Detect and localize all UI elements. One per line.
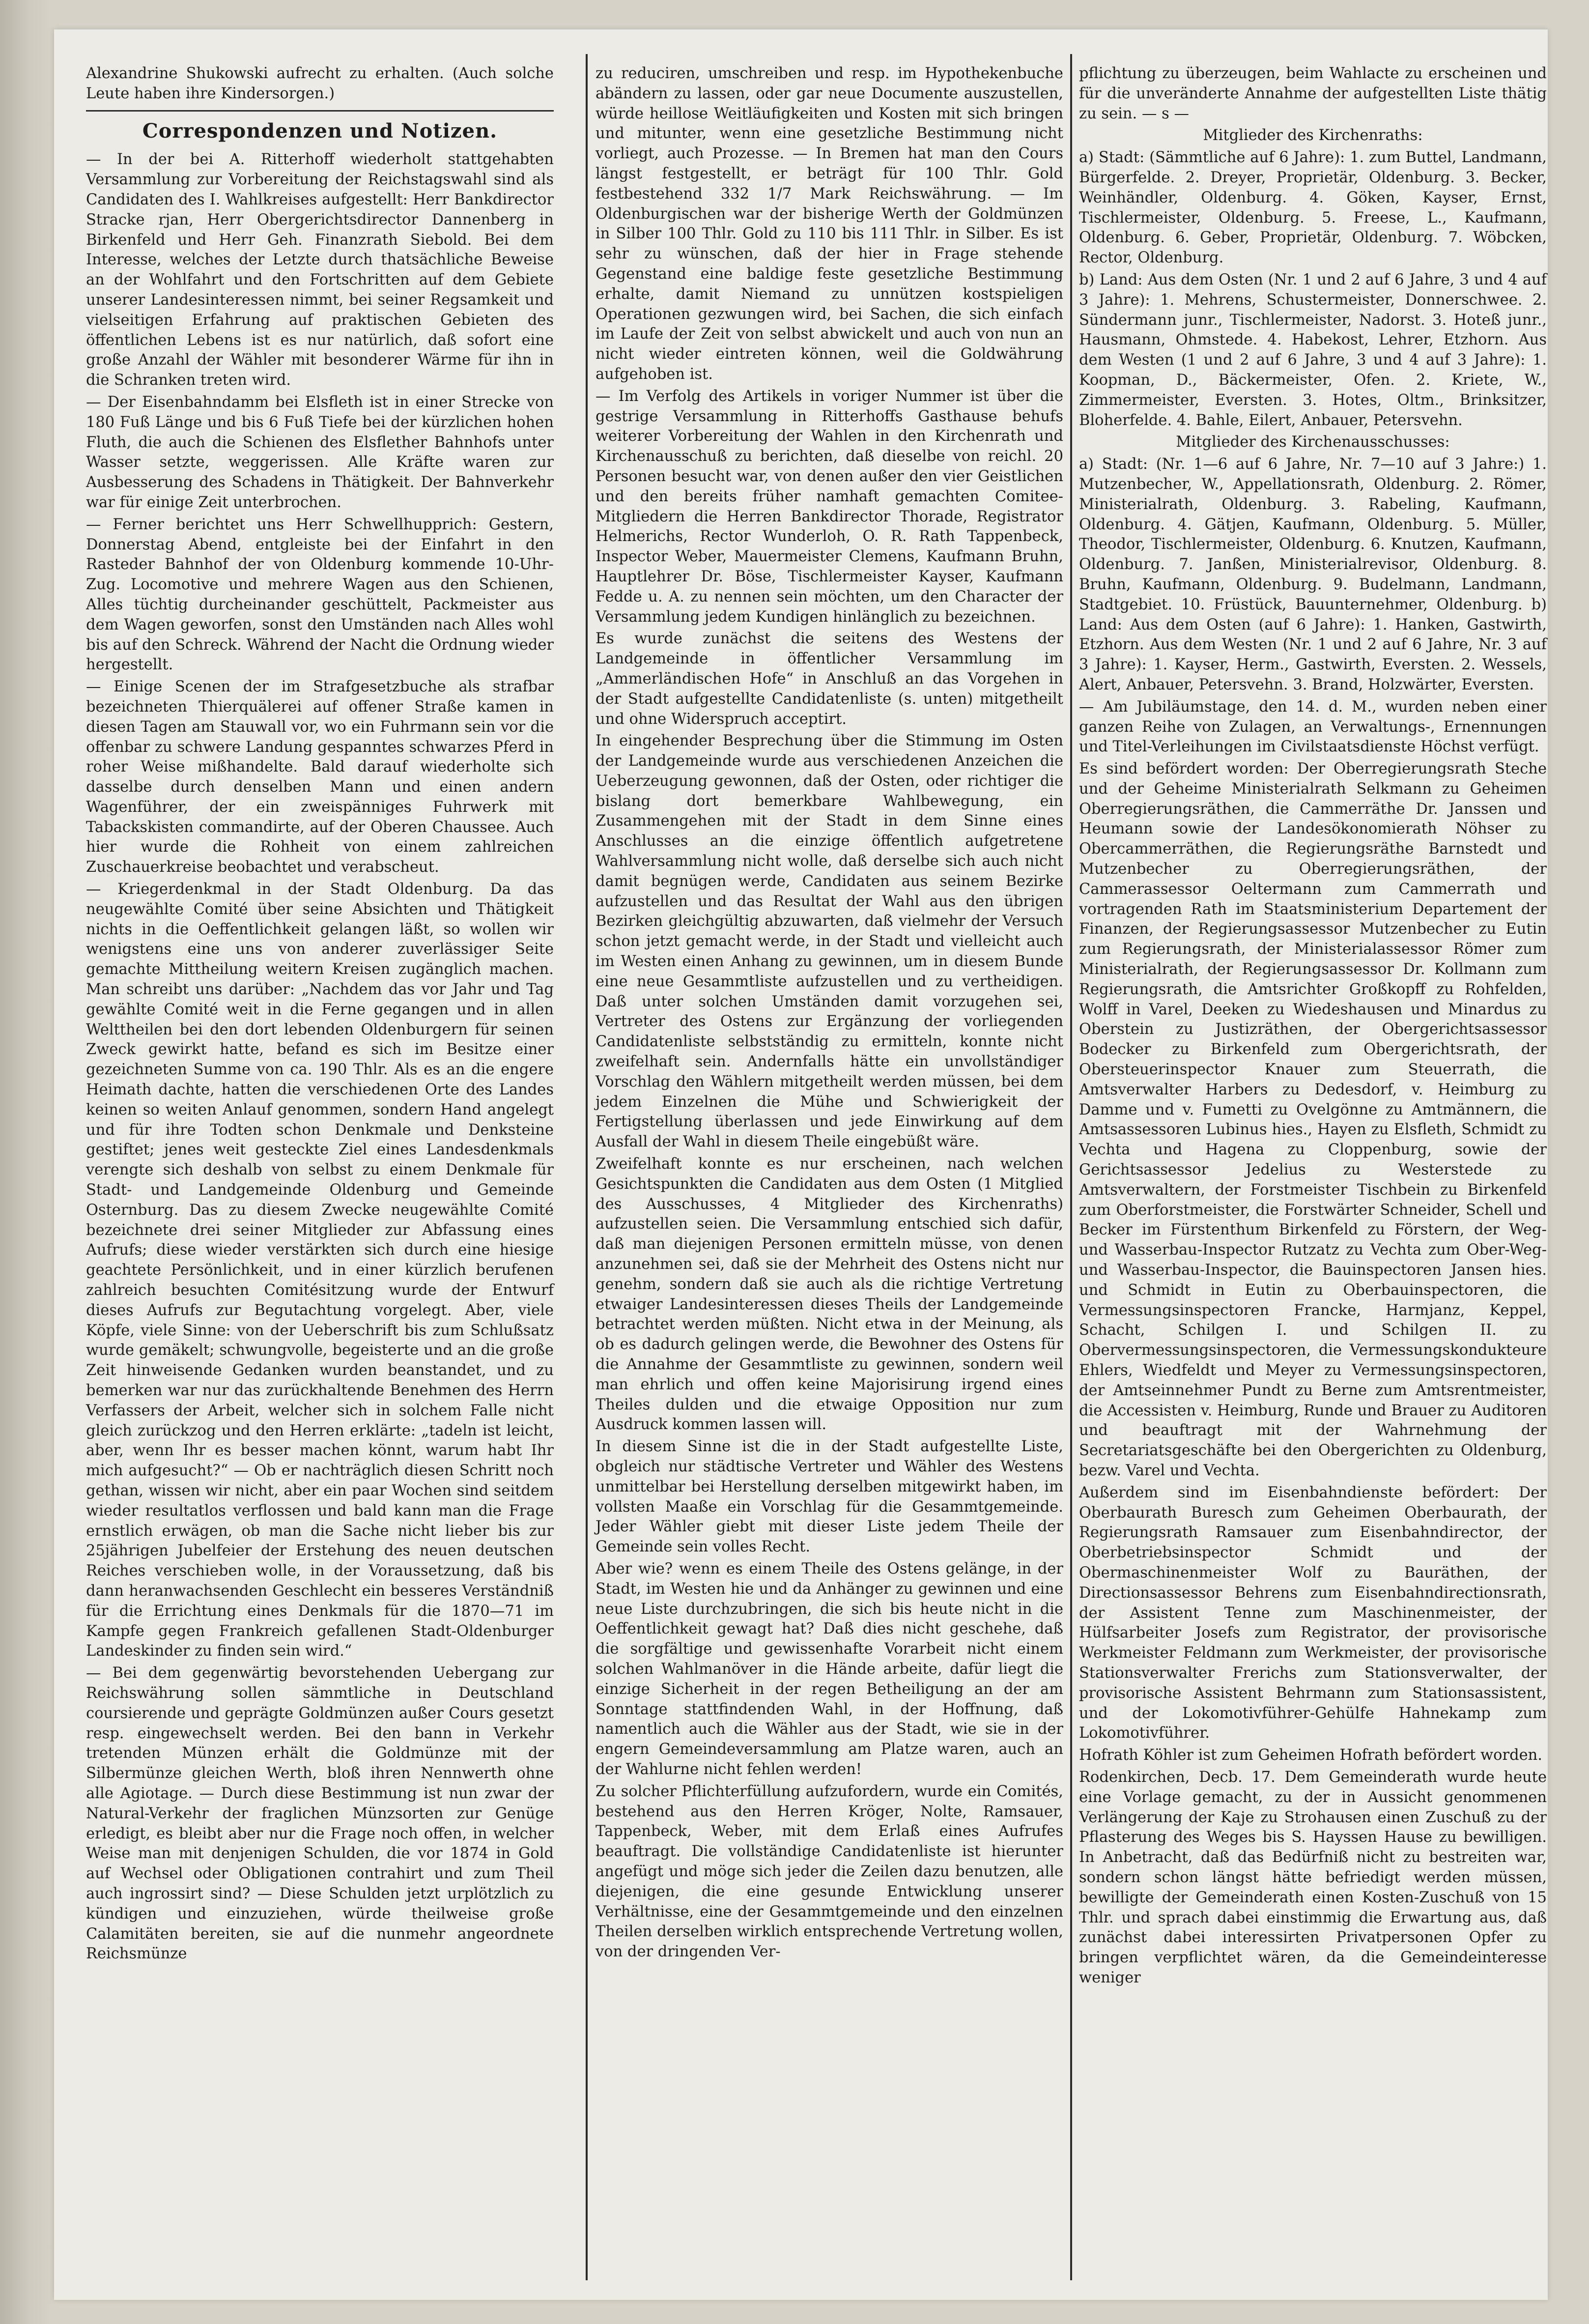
- section-heading: Correspondenzen und Notizen.: [142, 119, 498, 143]
- paragraph: Rodenkirchen, Decb. 17. Dem Gemeinderath wurde heute eine Vorlage gemacht, zu der in Aussicht genommenen Verlängerung der Kaje zu Strohausen einen Zuschuß zu der Pflasterung des Weges bis S. Hayssen Hause zu bewilligen. In Anbetracht, daß das Bedürfniß nicht zu bestreiten war, sondern schon längst hätte befriedigt werden müssen, bewilligte der Gemeinderath einen Kosten-Zuschuß von 15 Thlr. und sprach dabei einstimmig die Erwartung aus, daß zunächst dabei interessirten Privatpersonen Opfer zu bringen verpflichtet wären, da die Gemeindeinteresse weniger: [1079, 1768, 1547, 1986]
- paragraph: — Am Jubiläumstage, den 14. d. M., wurden neben einer ganzen Reihe von Zulagen, an Verwaltungs-, Ernennungen und Titel-Verleihungen im Civilstaatsdienste Höchst verfügt.: [1079, 698, 1547, 756]
- paragraph: Zweifelhaft konnte es nur erscheinen, nach welchen Gesichtspunkten die Candidaten aus dem Osten (1 Mitglied des Ausschusses, 4 Mitglieder des Kirchenraths) aufzustellen seien. Die Versammlung entschied sich dafür, daß man diejenigen Personen ermitteln müsse, von denen anzunehmen sei, daß sie der Mehrheit des Ostens nicht nur genehm, sondern daß sie auch als die richtige Vertretung etwaiger Landesinteressen dieses Theils der Landgemeinde betrachtet werden müßten. Nicht etwa in der Meinung, als ob es dadurch gelingen werde, die Bewohner des Ostens für die Annahme der Gesammtliste zu gewinnen, sondern weil man ehrlich und offen keine Majorisirung irgend eines Theiles dulden und die etwaige Opposition nur zum Ausdruck kommen lassen will.: [596, 1155, 1063, 1434]
- paragraph: — Kriegerdenkmal in der Stadt Oldenburg. Da das neugewählte Comité über seine Absichten und Thätigkeit nichts in die Oeffentlichkeit gelangen läßt, so wollen wir wenigstens eine uns von anderer zuverlässiger Seite gemachte Mittheilung weitern Kreisen zugänglich machen. Man schreibt uns darüber: „Nachdem das vor Jahr und Tag gewählte Comité weit in die Ferne gegangen und in allen Welttheilen bei den dort lebenden Oldenburgern für seinen Zweck gewirkt hatte, befand es sich im Besitze einer gezeichneten Summe von ca. 190 Thlr. Als es an die engere Heimath dachte, hatten die verschiedenen Orte des Landes keinen so weiten Anlauf genommen, sondern Hand angelegt und für ihre Todten schon Denkmale und Denksteine gestiftet; jenes weit gesteckte Ziel eines Landesdenkmals verengte sich deshalb von selbst zu einem Denkmale für Stadt- und Landgemeinde Oldenburg und Gemeinde Osternburg. Das zu diesem Zwecke neugewählte Comité bezeichnete drei seiner Mitglieder zur Abfassung eines Aufrufs; diese wieder verstärkten sich durch eine hiesige geachtete Persönlichkeit, und in einer kürzlich berufenen zahlreich besuchten Comitésitzung wurde der Entwurf dieses Aufrufs zur Begutachtung vorgelegt. Aber, viele Köpfe, viele Sinne: von der Ueberschrift bis zum Schlußsatz wurde gemäkelt; schwungvolle, begeisterte und an die große Zeit hinweisende Gedanken wurden beanstandet, und zu bemerken war nur das zurückhaltende Benehmen des Herrn Verfassers der Arbeit, welcher sich in solchem Falle nicht gleich zurückzog und den Herren erklärte: „tadeln ist leicht, aber, wenn Ihr es besser machen könnt, warum habt Ihr mich aufgesucht?“ — Ob er nachträglich diesen Schritt noch gethan, wissen wir nicht, aber ein paar Wochen sind seitdem wieder resultatlos verflossen und bald kann man die Frage ernstlich erwägen, ob man die Sache nicht lieber bis zur 25jährigen Jubelfeier der Erstehung des neuen deutschen Reiches verschieben wolle, in der Voraussetzung, daß bis dann heranwachsenden Geschlecht ein besseres Verständniß für die Errichtung eines Denkmals für die 1870—71 im Kampfe gegen Frankreich gefallenen Stadt-Oldenburger Landeskinder zu finden sein wird.“: [86, 881, 554, 1660]
- paragraph: b) Land: Aus dem Osten (Nr. 1 und 2 auf 6 Jahre, 3 und 4 auf 3 Jahre): 1. Mehrens, Schustermeister, Donnerschwee. 2. Sündermann junr., Tischlermeister, Nadorst. 3. Hoteß junr., Hausmann, Ohmstede. 4. Habekost, Lehrer, Etzhorn. Aus dem Westen (1 und 2 auf 6 Jahre, 3 und 4 auf 3 Jahre): 1. Koopman, D., Bäckermeister, Ofen. 2. Kriete, W., Zimmermeister, Eversten. 3. Hotes, Oltm., Brinksitzer, Bloherfelde. 4. Bahle, Eilert, Anbauer, Petersvehn.: [1079, 271, 1547, 429]
- paragraph: Es sind befördert worden: Der Oberregierungsrath Steche und der Geheime Ministerialrath Selkmann zu Geheimen Oberregierungsräthen, die Cammerräthe Dr. Janssen und Heumann sowie der Landesökonomierath Nöhser zu Obercammerräthen, die Regierungsräthe Barnstedt und Mutzenbecher zu Oberregierungsräthen, der Cammerassessor Oeltermann zum Cammerrath und vortragenden Rath im Staatsministerium Departement der Finanzen, der Regierungsassessor Mutzenbecher zu Eutin zum Regierungsrath, der Ministerialassessor Römer zum Ministerialrath, der Regierungsassessor Dr. Kollmann zum Regierungsrath, die Amtsrichter Großkopff zu Rohfelden, Wolff in Varel, Deeken zu Wiedeshausen und Minardus zu Oberstein zu Justizräthen, der Obergerichtsassessor Bodecker zu Birkenfeld zum Obergerichtsrath, der Obersteuerinspector Knauer zum Steuerrath, die Amtsverwalter Harbers zu Dedesdorf, v. Heimburg zu Damme und v. Fumetti zu Ovelgönne zu Amtmännern, die Amtsassessoren Lubinus hies., Hayen zu Elsfleth, Schmidt zu Vechta und Hagena zu Cloppenburg, sowie der Gerichtsassessor Jedelius zu Westerstede zu Amtsverwaltern, der Forstmeister Tischbein zu Birkenfeld zum Oberforstmeister, die Forstwärter Schneider, Schell und Becker im Fürstenthum Birkenfeld zu Förstern, der Weg- und Wasserbau-Inspector Rutzatz zu Vechta zum Ober-Weg- und Wasserbau-Inspector, die Bauinspectoren Jansen hies. und Schmidt in Eutin zu Oberbauinspectoren, die Vermessungsinspectoren Francke, Harmjanz, Keppel, Schacht, Schilgen I. und Schilgen II. zu Obervermessungsinspectoren, die Vermessungskondukteure Ehlers, Wiedfeldt und Meyer zu Vermessungsinspectoren, der Amtseinnehmer Pundt zu Berne zum Amtsrentmeister, die Accessisten v. Heimburg, Runde und Brauer zu Auditoren und beauftragt mit der Wahrnehmung der Secretariatsgeschäfte bei den Obergerichten zu Oldenburg, bezw. Varel und Vechta.: [1079, 760, 1547, 1479]
- subheading: Mitglieder des Kirchenraths:: [1203, 127, 1423, 144]
- paragraph: In diesem Sinne ist die in der Stadt aufgestellte Liste, obgleich nur städtische Vertreter und Wähler des Westens unmittelbar bei Herstellung derselben mitgewirkt haben, im vollsten Maaße ein Vorschlag für die Gesammtgemeinde. Jeder Wähler giebt mit dieser Liste jedem Theile der Gemeinde sein volles Recht.: [596, 1438, 1063, 1556]
- paragraph: — Ferner berichtet uns Herr Schwellhupprich: Gestern, Donnerstag Abend, entgleiste bei der Einfahrt in den Rasteder Bahnhof der von Oldenburg kommende 10-Uhr-Zug. Locomotive und mehrere Wagen aus den Schienen, Alles tüchtig durcheinander geschüttelt, Packmeister aus dem Wagen geworfen, sonst den Umständen nach Alles wohl bis auf den Schreck. Während der Nacht die Ordnung wieder hergestellt.: [86, 516, 554, 674]
- column-right: [1079, 64, 1547, 1990]
- paragraph: a) Stadt: (Sämmtliche auf 6 Jahre): 1. zum Buttel, Landmann, Bürgerfelde. 2. Dreyer, Proprietär, Oldenburg. 3. Becker, Weinhändler, Oldenburg. 4. Göken, Kayser, Ernst, Tischlermeister, Oldenburg. 5. Freese, L., Kaufmann, Oldenburg. 6. Geber, Proprietär, Oldenburg. 7. Wöbcken, Rector, Oldenburg.: [1079, 149, 1547, 267]
- paragraph: Alexandrine Shukowski aufrecht zu erhalten. (Auch solche Leute haben ihre Kindersorgen.): [86, 65, 554, 102]
- column-rule: [1070, 54, 1072, 2280]
- paragraph: Es wurde zunächst die seitens des Westens der Landgemeinde in öffentlicher Versammlung im „Ammerländischen Hofe“ in Anschluß an das Vorgehen in der Stadt aufgestellte Candidatenliste (s. unten) mitgetheilt und ohne Widerspruch acceptirt.: [596, 630, 1063, 728]
- column-rule: [586, 54, 588, 2280]
- column-left: [86, 64, 554, 1966]
- column-middle: [596, 64, 1063, 1964]
- paragraph: In eingehender Besprechung über die Stimmung im Osten der Landgemeinde wurde aus verschiedenen Anzeichen die Ueberzeugung gewonnen, daß der Osten, oder richtiger die bislang dort bemerkbare Wahlbewegung, ein Zusammengehen mit der Stadt in dem Sinne eines Anschlusses an die einzige öffentlich aufgetretene Wahlversammlung nicht wolle, daß derselbe sich auch nicht damit begnügen werde, Candidaten aus seinem Bezirke aufzustellen und das Resultat der Wahl aus den übrigen Bezirken gleichgültig abzuwarten, daß vielmehr der Versuch schon jetzt gemacht werde, in der Stadt und vielleicht auch im Westen einen Anhang zu gewinnen, um in diesem Bunde eine neue Gesammtliste aufzustellen und zu vertheidigen. Daß unter solchen Umständen damit vorzugehen sei, Vertreter des Ostens zur Ergänzung der vorliegenden Candidatenliste selbstständig zu ermitteln, konnte nicht zweifelhaft sein. Andernfalls hätte ein unvollständiger Vorschlag den Wählern mitgetheilt werden müssen, bei dem jedem Einzelnen die Mühe und Schwierigkeit der Fertigstellung überlassen und jede Einwirkung auf dem Ausfall der Wahl in diesem Theile eingebüßt wäre.: [596, 732, 1063, 1151]
- section-rule: [86, 110, 554, 112]
- paragraph: — Im Verfolg des Artikels in voriger Nummer ist über die gestrige Versammlung in Ritterhoffs Gasthause behufs weiterer Vorbereitung der Wahlen in den Kirchenrath und Kirchenausschuß zu berichten, daß dieselbe von reichl. 20 Personen besucht war, von denen außer den vier Geistlichen und den bereits früher namhaft gemachten Comitee-Mitgliedern die Herren Bankdirector Thorade, Registrator Helmerichs, Rector Wunderloh, O. R. Rath Tappenbeck, Inspector Weber, Mauermeister Clemens, Kaufmann Bruhn, Hauptlehrer Dr. Böse, Tischlermeister Kayser, Kaufmann Fedde u. A. zu nennen sein möchten, um den Character der Versammlung jedem Kundigen hinlänglich zu bezeichnen.: [596, 387, 1063, 626]
- paragraph: zu reduciren, umschreiben und resp. im Hypothekenbuche abändern zu lassen, oder gar neue Documente auszustellen, würde heillose Weitläufigkeiten und Kosten mit sich bringen und mitunter, wenn eine gesetzliche Bestimmung nicht vorliegt, auch Prozesse. — In Bremen hat man den Cours längst festgestellt, er beträgt für 100 Thlr. Gold festbestehend 332 1/7 Mark Reichswährung. — Im Oldenburgischen war der bisherige Werth der Goldmünzen in Silber 100 Thlr. Gold zu 110 bis 111 Thlr. in Silber. Es ist sehr zu wünschen, daß der hier in Frage stehende Gegenstand eine baldige feste gesetzliche Bestimmung erhalte, damit Niemand zu unnützen kostspieligen Operationen gezwungen wird, bei Sachen, die sich einfach im Laufe der Zeit von selbst abwickelt und auch von nun an nicht wieder eintreten können, weil die Goldwährung aufgehoben ist.: [596, 65, 1063, 383]
- page-gutter: [0, 0, 54, 2324]
- paragraph: Aber wie? wenn es einem Theile des Ostens gelänge, in der Stadt, im Westen hie und da Anhänger zu gewinnen und eine neue Liste durchzubringen, die sich bis heute nicht in die Oeffentlichkeit gewagt hat? Daß dies nicht geschehe, daß die sorgfältige und gewissenhafte Vorarbeit nicht einem solchen Wahlmanöver in die Hände arbeite, dafür liegt die einzige Sicherheit in der regen Betheiligung an der am Sonntage stattfindenden Wahl, in der Hoffnung, daß namentlich auch die Wähler aus der Stadt, wie sie in der engern Gemeindeversammlung am Platze waren, auch an der Wahlurne nicht fehlen werden!: [596, 1560, 1063, 1778]
- paragraph: — Bei dem gegenwärtig bevorstehenden Uebergang zur Reichswährung sollen sämmtliche in Deutschland coursierende und geprägte Goldmünzen außer Cours gesetzt resp. eingewechselt werden. Bei den bann in Verkehr tretenden Münzen erhält die Goldmünze mit der Silbermünze gleichen Werth, bloß ihren Nennwerth ohne alle Agiotage. — Durch diese Bestimmung ist nun zwar der Natural-Verkehr der fraglichen Münzsorten zur Genüge erledigt, es bleibt aber nur die Frage noch offen, in welcher Weise man mit denjenigen Schulden, die vor 1874 in Gold auf Wechsel oder Obligationen contrahirt und zum Theil auch ingrossirt sind? — Diese Schulden jetzt urplötzlich zu kündigen und einzuziehen, würde theilweise große Calamitäten bereiten, sie auf die nunmehr angeordnete Reichsmünze: [86, 1664, 554, 1963]
- paragraph: Außerdem sind im Eisenbahndienste befördert: Der Oberbaurath Buresch zum Geheimen Oberbaurath, der Regierungsrath Ramsauer zum Eisenbahndirector, der Oberbetriebsinspector Schmidt und der Obermaschinenmeister Wolf zu Bauräthen, der Directionsassessor Behrens zum Eisenbahndirectionsrath, der Assistent Tenne zum Maschinenmeister, der Hülfsarbeiter Josefs zum Registrator, der provisorische Werkmeister Feldmann zum Werkmeister, der provisorische Stationsverwalter Frerichs zum Stationsverwalter, der provisorische Assistent Behrmann zum Stationsassistent, und der Lokomotivführer-Gehülfe Hahnekamp zum Lokomotivführer.: [1079, 1484, 1547, 1742]
- paragraph: Hofrath Köhler ist zum Geheimen Hofrath befördert worden.: [1079, 1747, 1542, 1764]
- paragraph: — Der Eisenbahndamm bei Elsfleth ist in einer Strecke von 180 Fuß Länge und bis 6 Fuß Tiefe bei der kürzlichen hohen Fluth, die auch die Schienen des Elsflether Bahnhofs unter Wasser setzte, weggerissen. Alle Kräfte waren zur Ausbesserung des Schadens in Thätigkeit. Der Bahnverkehr war für einige Zeit unterbrochen.: [86, 393, 554, 511]
- paragraph: a) Stadt: (Nr. 1—6 auf 6 Jahre, Nr. 7—10 auf 3 Jahre:) 1. Mutzenbecher, W., Appellationsrath, Oldenburg. 2. Römer, Ministerialrath, Oldenburg. 3. Rabeling, Kaufmann, Oldenburg. 4. Gätjen, Kaufmann, Oldenburg. 5. Müller, Theodor, Tischlermeister, Oldenburg. 6. Knutzen, Kaufmann, Oldenburg. 7. Janßen, Ministerialrevisor, Oldenburg. 8. Bruhn, Kaufmann, Oldenburg. 9. Budelmann, Landmann, Stadtgebiet. 10. Früstück, Bauunternehmer, Oldenburg. b) Land: Aus dem Osten (auf 6 Jahre): 1. Hanken, Gastwirth, Etzhorn. Aus dem Westen (Nr. 1 und 2 auf 6 Jahre, Nr. 3 auf 3 Jahre): 1. Kayser, Herm., Gastwirth, Eversten. 2. Wessels, Alert, Anbauer, Petersvehn. 3. Brand, Holzwärter, Eversten.: [1079, 456, 1547, 693]
- paragraph: pflichtung zu überzeugen, beim Wahlacte zu erscheinen und für die unveränderte Annahme der aufgestellten Liste thätig zu sein. — s —: [1079, 65, 1547, 122]
- paragraph: — In der bei A. Ritterhoff wiederholt stattgehabten Versammlung zur Vorbereitung der Reichstagswahl sind als Candidaten des I. Wahlkreises aufgestellt: Herr Bankdirector Stracke rjan, Herr Obergerichtsdirector Dannenberg in Birkenfeld und Herr Geh. Finanzrath Siebold. Bei dem Interesse, welches der Letzte durch thatsächliche Beweise an der Wohlfahrt und den Fortschritten auf dem Gebiete unserer Landesinteressen nimmt, bei seiner Regsamkeit und vielseitigen Erfahrung auf praktischen Gebieten des öffentlichen Lebens ist es nur natürlich, daß sofort eine große Anzahl der Wähler mit besonderer Wärme für ihn in die Schranken treten wird.: [86, 151, 554, 389]
- paragraph: — Einige Scenen der im Strafgesetzbuche als strafbar bezeichneten Thierquälerei auf offener Straße kamen in diesen Tagen am Stauwall vor, wo ein Fuhrmann sein vor die offenbar zu schwere Landung gespanntes schwarzes Pferd in roher Weise mißhandelte. Bald darauf wiederholte sich dasselbe durch denselben Mann und einen andern Wagenführer, der ein zweispänniges Fuhrwerk mit Tabackskisten commandirte, auf der Oberen Chaussee. Auch hier wurde die Rohheit von einem zahlreichen Zuschauerkreise beobachtet und verabscheut.: [86, 678, 554, 876]
- paragraph: Zu solcher Pflichterfüllung aufzufordern, wurde ein Comités, bestehend aus den Herren Kröger, Nolte, Ramsauer, Tappenbeck, Weber, mit dem Erlaß eines Aufrufes beauftragt. Die vollständige Candidatenliste ist hierunter angefügt und möge sich jeder die Zeilen dazu benutzen, alle diejenigen, die eine gesunde Entwicklung unserer Verhältnisse, eine der Gesammtgemeinde und den einzelnen Theilen derselben wirklich entsprechende Vertretung wollen, von der dringenden Ver-: [596, 1782, 1063, 1961]
- subheading: Mitglieder des Kirchenausschusses:: [1176, 433, 1450, 451]
